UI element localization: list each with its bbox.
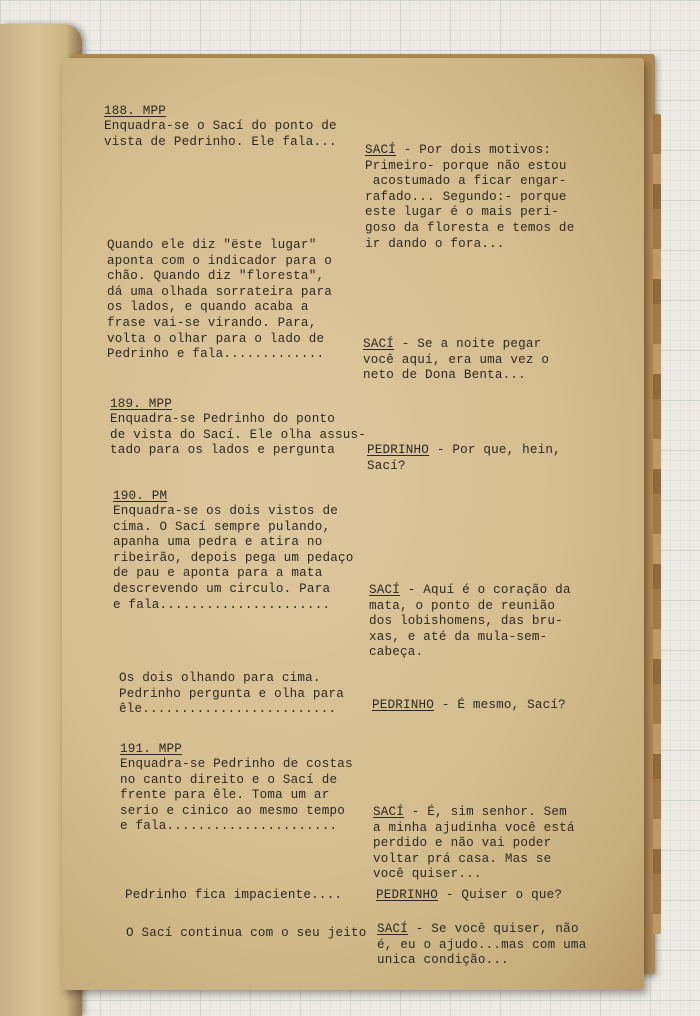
dialogue-6 <box>373 805 575 883</box>
action-1: Quando ele diz "ëste lugar" aponta com o indicador para o chão. Quando diz "floresta", dá uma olhada sorrateira para os lados, e quando acaba a frase vai-se virando. Para, volta o olhar para o lado de Pedrinho e fala............. <box>107 238 332 362</box>
action-3: Pedrinho fica impaciente.... <box>125 888 343 902</box>
dialogue-4-speaker: SACÍ <box>369 583 401 597</box>
dialogue-2-text: - Se a noite pegar você aquí, era uma vez o neto de Dona Benta... <box>363 337 550 383</box>
action-2: Os dois olhando para cima. Pedrinho pergunta e olha para êle......................... <box>119 671 344 717</box>
dialogue-3-speaker: PEDRINHO <box>367 443 430 457</box>
dialogue-2 <box>363 337 549 384</box>
dialogue-8-text: - Se você quiser, não é, eu o ajudo...mas com uma unica condição... <box>377 922 587 968</box>
dialogue-4 <box>369 583 571 661</box>
action-4: O Sací continua com o seu jeito <box>126 926 367 940</box>
dialogue-5-speaker: PEDRINHO <box>372 698 435 712</box>
shot-188-heading: 188. MPP <box>104 104 167 118</box>
dialogue-3-text: - Por que, hein, Sací? <box>367 443 561 473</box>
shot-190-heading: 190. PM <box>113 489 168 503</box>
dialogue-6-speaker: SACÍ <box>373 805 405 819</box>
dialogue-1-speaker: SACÍ <box>365 143 397 157</box>
dialogue-2-speaker: SACÍ <box>363 337 395 351</box>
shot-191-heading: 191. MPP <box>120 742 183 756</box>
dialogue-7 <box>376 888 562 904</box>
dialogue-6-text: - É, sim senhor. Sem a minha ajudinha você está perdido e não vai poder voltar prá casa. Mas se você quiser... <box>373 805 575 882</box>
shot-191-description: Enquadra-se Pedrinho de costas no canto direito e o Sací de frente para êle. Toma um ar serio e cinico ao mesmo tempo e fala...................... <box>120 757 353 834</box>
dialogue-3 <box>367 443 561 474</box>
dialogue-1 <box>365 143 574 252</box>
dialogue-4-text: - Aquí é o coração da mata, o ponto de reunião dos lobishomens, das bru- xas, e até da mula-sem- cabeça. <box>369 583 571 660</box>
shot-190-description: Enquadra-se os dois vistos de cima. O Sací sempre pulando, apanha uma pedra e atira no ribeirão, depois pega um pedaço de pau e aponta para a mata descrevendo um circulo. Para e fala...................... <box>113 504 354 612</box>
dialogue-1-text: - Por dois motivos: Primeiro- porque não estou acostumado a ficar engar- rafado... Segundo:- porque este lugar é o mais peri- goso da floresta e temos de ir dando o fora... <box>365 143 575 251</box>
dialogue-8 <box>377 922 586 969</box>
shot-189-description: Enquadra-se Pedrinho do ponto de vista do Sací. Ele olha assus- tado para os lados e pergunta <box>110 412 366 458</box>
shot-189-heading: 189. MPP <box>110 397 173 411</box>
dialogue-7-text: - Quiser o que? <box>438 888 563 902</box>
shot-188-description: Enquadra-se o Sací do ponto de vista de Pedrinho. Ele fala... <box>104 119 337 149</box>
dialogue-8-speaker: SACÍ <box>377 922 409 936</box>
dialogue-7-speaker: PEDRINHO <box>376 888 439 902</box>
dialogue-5 <box>372 698 566 714</box>
dialogue-5-text: - É mesmo, Sací? <box>434 698 566 712</box>
